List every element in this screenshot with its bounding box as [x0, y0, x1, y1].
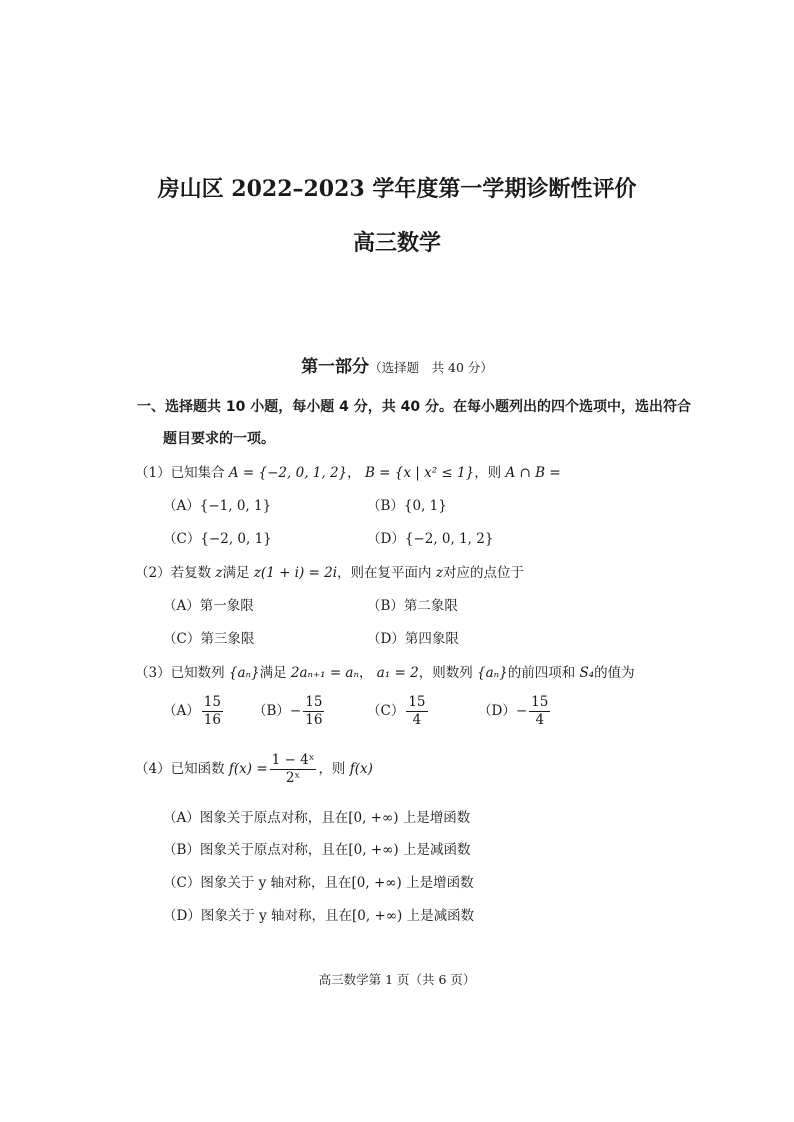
option-1c[interactable]: （C）{−2, 0, 1} — [163, 531, 272, 547]
option-4d[interactable]: （D）图象关于 y 轴对称，且在[0, +∞) 上是减函数 — [163, 908, 475, 924]
set-b: B = {x | x² ≤ 1} — [364, 465, 475, 481]
sequence: {aₙ} — [477, 665, 508, 681]
numerator: 15 — [203, 694, 221, 710]
option-label: （B） — [253, 702, 290, 719]
question-number: （3） — [135, 665, 171, 681]
section-instructions-line1: 一、选择题共 10 小题，每小题 4 分，共 40 分。在每小题列出的四个选项中，选出符合 — [137, 399, 691, 415]
option-sign: − — [289, 702, 302, 719]
section-instructions-line2: 题目要求的一项。 — [163, 431, 275, 447]
exam-subject: 高三数学 — [352, 230, 441, 256]
complex-equation: z(1 + i) = 2i — [253, 565, 338, 581]
denominator: 4 — [535, 711, 545, 728]
stem-text: 已知函数 — [170, 760, 225, 777]
stem-text: 已知集合 — [170, 465, 225, 481]
question-4-stem — [135, 752, 373, 787]
option-label: （A） — [163, 702, 200, 719]
option-2b[interactable]: （B）第二象限 — [367, 598, 458, 614]
stem-text: ，则 — [474, 465, 502, 481]
stem-text: 满足 — [259, 665, 287, 681]
numerator: 1 − 4ˣ — [271, 752, 315, 768]
stem-text: 满足 — [222, 565, 250, 581]
separator: ， — [347, 465, 361, 481]
denominator: 2ˣ — [285, 769, 301, 786]
sequence: {aₙ} — [228, 665, 260, 681]
option-4a[interactable]: （A）图象关于原点对称，且在[0, +∞) 上是增函数 — [163, 810, 471, 826]
option-3d[interactable] — [478, 694, 552, 729]
option-label: （D） — [478, 702, 516, 719]
numerator: 15 — [531, 694, 549, 710]
fraction — [406, 694, 427, 729]
option-1b[interactable]: （B）{0, 1} — [367, 498, 447, 514]
question-2-stem — [135, 561, 524, 581]
function-ref: f(x) — [349, 760, 373, 777]
question-1-stem — [135, 461, 561, 481]
option-1d[interactable]: （D）{−2, 0, 1, 2} — [367, 531, 494, 547]
option-3b[interactable] — [253, 694, 326, 729]
part-label: 第一部分 — [301, 357, 370, 377]
function-def: f(x) = — [228, 760, 268, 777]
option-1a[interactable]: （A）{−1, 0, 1} — [163, 498, 272, 514]
numerator: 15 — [305, 694, 323, 710]
question-number: （4） — [135, 760, 171, 777]
variable-z: z — [435, 565, 443, 581]
option-2c[interactable]: （C）第三象限 — [163, 631, 255, 647]
denominator: 16 — [203, 711, 221, 728]
denominator: 4 — [412, 711, 422, 728]
option-3a[interactable] — [163, 694, 225, 729]
option-4c[interactable]: （C）图象关于 y 轴对称，且在[0, +∞) 上是增函数 — [163, 875, 474, 891]
fraction — [303, 694, 324, 729]
initial-term: a₁ = 2 — [376, 665, 419, 681]
set-a: A = {−2, 0, 1, 2} — [228, 465, 348, 481]
option-sign: − — [515, 702, 528, 719]
stem-text: ，则数列 — [418, 665, 473, 681]
option-label: （C） — [367, 702, 405, 719]
fraction — [202, 694, 223, 729]
stem-text: ，则 — [318, 760, 346, 777]
part-note: （选择题 共 40 分） — [369, 360, 493, 375]
intersection-expression: A ∩ B = — [505, 465, 561, 481]
question-number: （2） — [135, 565, 171, 581]
option-2d[interactable]: （D）第四象限 — [367, 631, 459, 647]
stem-text: 的值为 — [594, 665, 635, 681]
recurrence: 2aₙ₊₁ = aₙ — [290, 665, 359, 681]
page-footer: 高三数学第 1 页（共 6 页） — [318, 972, 476, 987]
variable-z: z — [215, 565, 223, 581]
stem-text: 已知数列 — [170, 665, 225, 681]
question-3-stem — [135, 661, 635, 681]
option-2a[interactable]: （A）第一象限 — [163, 598, 254, 614]
question-number: （1） — [135, 465, 171, 481]
numerator: 15 — [408, 694, 426, 710]
exam-title: 房山区 2022–2023 学年度第一学期诊断性评价 — [157, 176, 637, 202]
option-3c[interactable] — [367, 694, 430, 729]
stem-text: ，则在复平面内 — [337, 565, 432, 581]
part-heading — [0, 352, 794, 377]
fraction — [270, 752, 317, 787]
denominator: 16 — [305, 711, 323, 728]
option-4b[interactable]: （B）图象关于原点对称，且在[0, +∞) 上是减函数 — [163, 842, 471, 858]
stem-text: 对应的点位于 — [442, 565, 524, 581]
fraction — [529, 694, 550, 729]
partial-sum: S₄ — [579, 665, 595, 681]
stem-text: 若复数 — [170, 565, 212, 581]
separator: ， — [358, 665, 373, 681]
stem-text: 的前四项和 — [507, 665, 576, 681]
